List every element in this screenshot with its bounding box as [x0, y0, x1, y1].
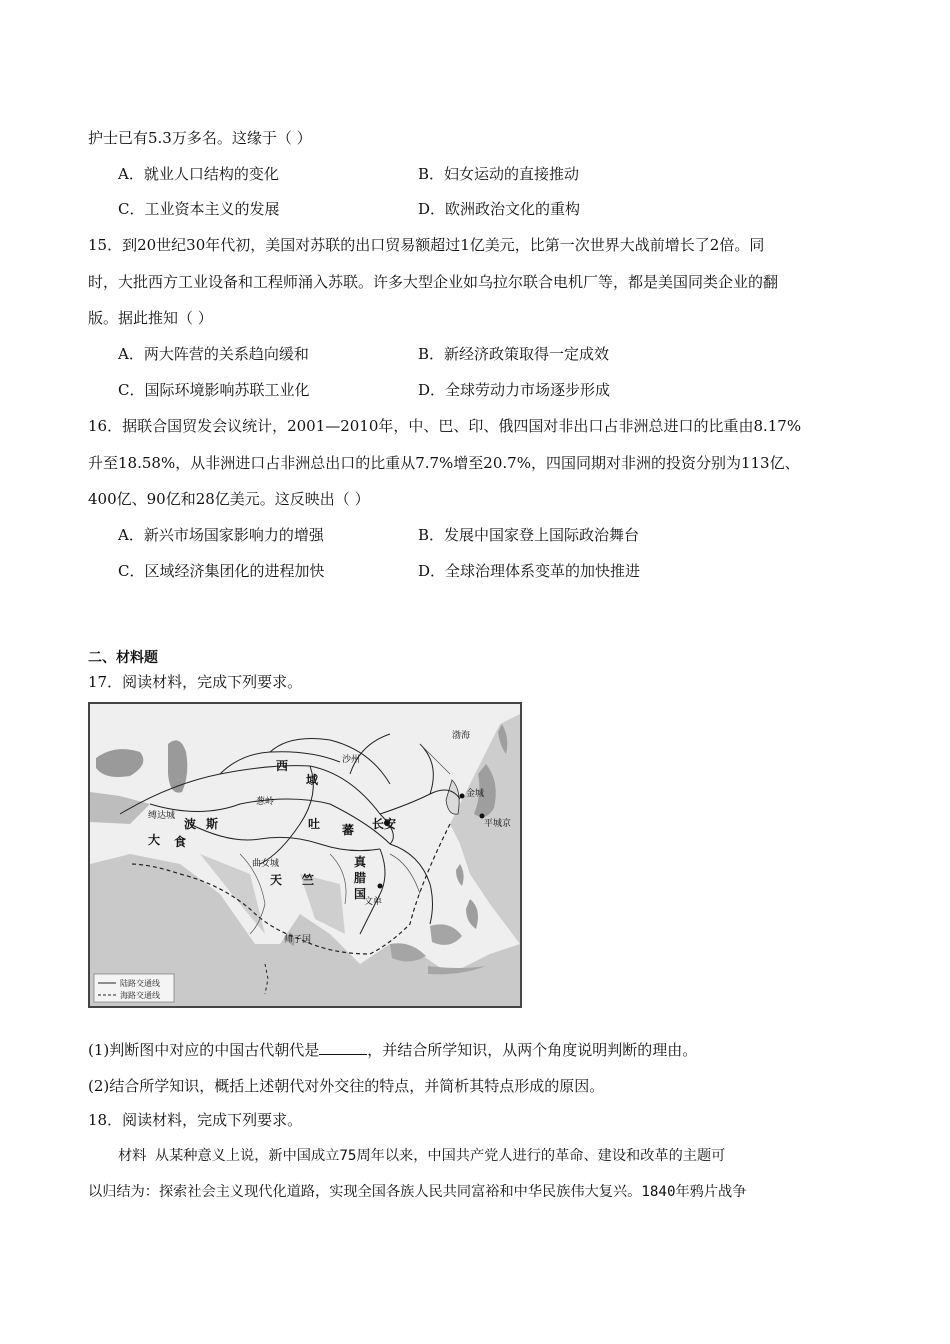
q15-option-c: C．国际环境影响苏联工业化: [118, 381, 310, 399]
q14-tail: 护士已有5.3万多名。这缘于（ ）: [88, 129, 312, 147]
q17-stem: 17．阅读材料，完成下列要求。: [88, 673, 303, 691]
q14-option-b: B．妇女运动的直接推动: [418, 165, 580, 183]
label-bo: 波: [184, 817, 197, 831]
section-title: 二、材料题: [88, 650, 158, 666]
legend-land: 陆路交通线: [120, 979, 160, 988]
label-shi: 食: [174, 835, 187, 849]
label-jincheng: 金城: [466, 789, 485, 799]
q18-material-line1: 材料 从某种意义上说，新中国成立75周年以来，中国共产党人进行的革命、建设和改革的主题可: [118, 1148, 726, 1164]
label-shazhou: 沙州: [342, 755, 361, 765]
answer-blank[interactable]: [319, 1040, 367, 1055]
q15-option-b: B．新经济政策取得一定成效: [418, 345, 610, 363]
q15-line1: 15．到20世纪30年代初，美国对苏联的出口贸易额超过1亿美元，比第一次世界大战前增长了2倍。同: [88, 236, 765, 254]
wendan-marker: [378, 884, 383, 889]
map-legend: [94, 974, 174, 1002]
label-fudacheng: 缚达城: [148, 811, 176, 821]
q18-stem: 18．阅读材料，完成下列要求。: [88, 1111, 303, 1129]
q15-line2: 时，大批西方工业设备和工程师涌入苏联。许多大型企业如乌拉尔联合电机厂等，都是美国同类企业的翻: [88, 273, 779, 291]
pingchengjing-marker: [480, 814, 485, 819]
q17-sub1-before: (1)判断图中对应的中国古代朝代是: [88, 1041, 320, 1059]
q14-option-a: A．就业人口结构的变化: [118, 165, 279, 183]
label-yu: 域: [306, 773, 319, 787]
q15-option-a: A．两大阵营的关系趋向缓和: [118, 345, 309, 363]
label-zhen: 真: [354, 855, 367, 869]
label-tian: 天: [270, 873, 283, 887]
tang-dynasty-route-map: [88, 702, 522, 1008]
label-changan: 长安: [372, 817, 397, 831]
label-da: 大: [148, 833, 161, 847]
q18-material-line2: 以归结为：探索社会主义现代化道路，实现全国各族人民共同富裕和中华民族伟大复兴。1840年鸦片战争: [88, 1184, 747, 1200]
q16-line2: 升至18.58%，从非洲进口占非洲总出口的比重从7.7%增至20.7%，四国同期对非洲的投资分别为113亿、: [88, 454, 800, 472]
caspian-sea: [168, 740, 187, 792]
label-congling: 葱岭: [256, 797, 275, 807]
label-guo: 国: [354, 887, 367, 901]
q17-sub1: [88, 1040, 697, 1060]
q17-sub1-after: ，并结合所学知识，从两个角度说明判断的理由。: [367, 1041, 698, 1059]
label-la: 腊: [354, 871, 367, 885]
label-xi: 西: [276, 759, 289, 773]
label-wendan: 文单: [364, 897, 383, 907]
label-si: 斯: [206, 817, 219, 831]
q16-option-b: B．发展中国家登上国际政治舞台: [418, 526, 640, 544]
q15-line3: 版。据此推知（ ）: [88, 309, 213, 327]
label-tu: 吐: [308, 817, 321, 831]
label-qunucheng: 曲女城: [252, 859, 280, 869]
jincheng-marker: [460, 794, 465, 799]
q16-line1: 16．据联合国贸发会议统计，2001—2010年，中、巴、印、俄四国对非出口占非洲总进口的比重由8.17%: [88, 417, 802, 435]
map-svg: [90, 704, 520, 1006]
legend-sea: 海路交通线: [120, 991, 160, 1000]
q16-option-a: A．新兴市场国家影响力的增强: [118, 526, 324, 544]
q15-option-d: D．全球劳动力市场逐步形成: [418, 381, 611, 399]
q14-option-c: C．工业资本主义的发展: [118, 200, 280, 218]
label-shiziguo: 师子国: [284, 935, 312, 945]
q16-option-c: C．区域经济集团化的进程加快: [118, 562, 325, 580]
label-pingchengjing: 平城京: [484, 819, 512, 829]
label-bohai: 渤海: [452, 731, 471, 741]
q17-sub2: (2)结合所学知识，概括上述朝代对外交往的特点，并简析其特点形成的原因。: [88, 1077, 605, 1095]
q16-option-d: D．全球治理体系变革的加快推进: [418, 562, 641, 580]
q14-option-d: D．欧洲政治文化的重构: [418, 200, 581, 218]
label-zhu: 竺: [302, 873, 315, 887]
label-fan: 蕃: [342, 823, 355, 837]
q16-line3: 400亿、90亿和28亿美元。这反映出（ ）: [88, 490, 370, 508]
